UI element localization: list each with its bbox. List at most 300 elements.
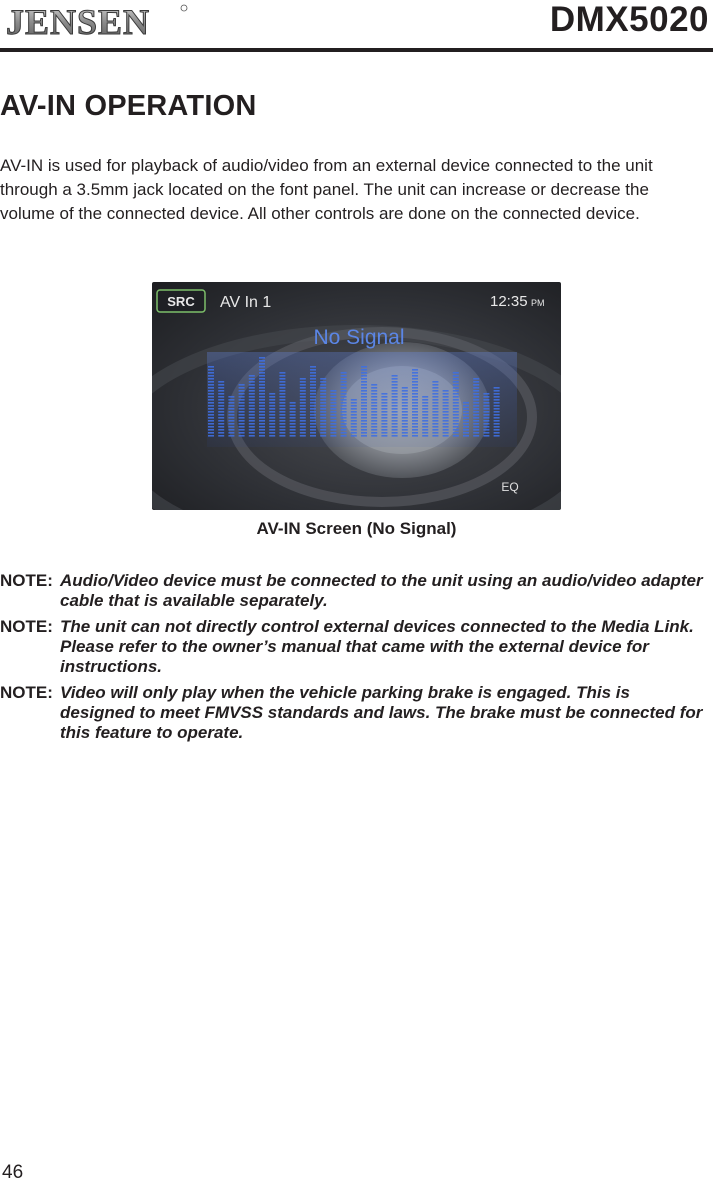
eq-bar-segment (412, 402, 418, 404)
eq-bar-segment (381, 423, 387, 425)
eq-bar-segment (422, 423, 428, 425)
header-rule (0, 48, 713, 52)
eq-bar-segment (494, 420, 500, 422)
eq-bar-segment (402, 390, 408, 392)
eq-bar-segment (239, 393, 245, 395)
eq-bar-segment (432, 390, 438, 392)
eq-bar-segment (422, 417, 428, 419)
eq-bar-segment (218, 393, 224, 395)
eq-bar-segment (371, 435, 377, 437)
source-label: AV In 1 (220, 294, 272, 311)
clock-suffix: PM (531, 298, 545, 308)
eq-bar-segment (494, 411, 500, 413)
eq-bar-segment (453, 399, 459, 401)
eq-bar-segment (239, 435, 245, 437)
eq-bar-segment (310, 414, 316, 416)
eq-bar-segment (412, 435, 418, 437)
eq-bar-segment (218, 402, 224, 404)
eq-bar-segment (208, 408, 214, 410)
eq-bar-segment (463, 405, 469, 407)
eq-bar-segment (473, 420, 479, 422)
eq-bar-segment (300, 423, 306, 425)
eq-bar-segment (402, 432, 408, 434)
eq-bar-segment (483, 405, 489, 407)
eq-bar-segment (371, 420, 377, 422)
eq-bar-segment (453, 387, 459, 389)
eq-bar-segment (402, 393, 408, 395)
eq-bar-segment (300, 426, 306, 428)
eq-bar-segment (300, 405, 306, 407)
eq-bar-segment (443, 411, 449, 413)
eq-bar-segment (371, 402, 377, 404)
eq-bar-segment (432, 393, 438, 395)
eq-bar-segment (432, 414, 438, 416)
eq-bar-segment (351, 423, 357, 425)
eq-bar-segment (320, 399, 326, 401)
eq-bar-segment (208, 414, 214, 416)
eq-bar-segment (259, 432, 265, 434)
eq-bar-segment (218, 432, 224, 434)
eq-bar-segment (320, 429, 326, 431)
eq-bar-segment (381, 408, 387, 410)
eq-bar-segment (218, 390, 224, 392)
eq-bar-segment (228, 417, 234, 419)
eq-bar-segment (412, 396, 418, 398)
eq-bar-segment (259, 360, 265, 362)
eq-bar-segment (453, 390, 459, 392)
eq-bar-segment (249, 411, 255, 413)
eq-bar-segment (361, 366, 367, 368)
eq-bar-segment (249, 432, 255, 434)
note-text: The unit can not directly control external devices connected to the Media Link. Please refer to the owner’s manual that came with the external device for instructions. (60, 617, 694, 676)
eq-bar-segment (392, 432, 398, 434)
eq-bar-segment (259, 414, 265, 416)
eq-bar-segment (208, 435, 214, 437)
eq-bar-segment (208, 366, 214, 368)
eq-bar-segment (412, 414, 418, 416)
eq-bar-segment (453, 435, 459, 437)
eq-bar-segment (320, 420, 326, 422)
eq-bar-segment (228, 420, 234, 422)
eq-bar-segment (392, 414, 398, 416)
eq-bar-segment (310, 393, 316, 395)
eq-bar-segment (259, 423, 265, 425)
eq-bar-segment (443, 429, 449, 431)
eq-bar-segment (310, 408, 316, 410)
eq-bar-segment (432, 411, 438, 413)
eq-bar-segment (320, 393, 326, 395)
note-label: NOTE: (0, 617, 53, 636)
eq-bar-segment (483, 420, 489, 422)
eq-bar-segment (249, 378, 255, 380)
eq-bar-segment (320, 396, 326, 398)
eq-bar-segment (320, 384, 326, 386)
eq-bar-segment (279, 408, 285, 410)
eq-bar-segment (494, 432, 500, 434)
eq-bar-segment (228, 402, 234, 404)
eq-bar-segment (361, 381, 367, 383)
eq-bar-segment (279, 435, 285, 437)
eq-bar-segment (473, 378, 479, 380)
eq-bar-segment (473, 408, 479, 410)
eq-bar-segment (473, 390, 479, 392)
eq-bar-segment (402, 429, 408, 431)
note-item (0, 617, 705, 677)
eq-bar-segment (218, 408, 224, 410)
brand-name: JENSEN (6, 2, 151, 40)
eq-bar-segment (392, 408, 398, 410)
eq-bar-segment (483, 399, 489, 401)
eq-bar-segment (351, 435, 357, 437)
eq-bar-segment (473, 417, 479, 419)
eq-bar-segment (494, 414, 500, 416)
eq-bar-segment (300, 399, 306, 401)
page-header (0, 0, 713, 52)
eq-bar-segment (361, 420, 367, 422)
eq-bar-segment (228, 396, 234, 398)
eq-bar-segment (249, 381, 255, 383)
eq-bar-segment (371, 426, 377, 428)
eq-bar-segment (269, 402, 275, 404)
eq-bar-segment (208, 378, 214, 380)
eq-bar-segment (218, 435, 224, 437)
eq-bar-segment (249, 408, 255, 410)
eq-bar-segment (422, 411, 428, 413)
eq-bar-segment (473, 396, 479, 398)
eq-bar-segment (310, 369, 316, 371)
eq-bar-segment (300, 402, 306, 404)
eq-bar-segment (463, 411, 469, 413)
eq-bar-segment (320, 414, 326, 416)
eq-bar-segment (330, 435, 336, 437)
eq-bar-segment (412, 426, 418, 428)
eq-bar-segment (483, 426, 489, 428)
eq-bar-segment (239, 417, 245, 419)
eq-bar-segment (310, 429, 316, 431)
eq-bar-segment (422, 399, 428, 401)
eq-bar-segment (412, 372, 418, 374)
eq-bar-segment (361, 432, 367, 434)
eq-bar-segment (239, 420, 245, 422)
eq-bar-segment (392, 435, 398, 437)
eq-bar-segment (361, 417, 367, 419)
eq-bar-segment (320, 390, 326, 392)
eq-bar-segment (371, 432, 377, 434)
eq-bar-segment (310, 399, 316, 401)
eq-bar-segment (422, 432, 428, 434)
eq-bar-segment (453, 417, 459, 419)
eq-bar-segment (463, 417, 469, 419)
eq-bar-segment (310, 405, 316, 407)
eq-bar-segment (218, 426, 224, 428)
eq-bar-segment (392, 393, 398, 395)
eq-bar-segment (330, 399, 336, 401)
note-text: Audio/Video device must be connected to the unit using an audio/video adapter cable that is available separately. (60, 571, 703, 610)
eq-bar-segment (443, 396, 449, 398)
eq-bar-segment (208, 420, 214, 422)
eq-bar-segment (351, 426, 357, 428)
intro-paragraph: AV-IN is used for playback of audio/video from an external device connected to the unit through a 3.5mm jack located on the font panel. The unit can increase or decrease the volume of the connected device. All other controls are done on the connected device. (0, 156, 653, 223)
eq-bar-segment (422, 408, 428, 410)
eq-bar-segment (320, 411, 326, 413)
eq-bar-segment (341, 405, 347, 407)
eq-bar-segment (310, 366, 316, 368)
eq-bar-segment (310, 420, 316, 422)
eq-bar-segment (473, 423, 479, 425)
eq-bar-segment (279, 423, 285, 425)
eq-bar-segment (341, 396, 347, 398)
eq-bar-segment (402, 435, 408, 437)
eq-bar-segment (259, 369, 265, 371)
eq-bar-segment (279, 372, 285, 374)
eq-bar-segment (208, 375, 214, 377)
eq-bar-segment (290, 420, 296, 422)
eq-bar-segment (330, 390, 336, 392)
eq-bar-segment (361, 408, 367, 410)
eq-bar-segment (300, 435, 306, 437)
eq-bar-segment (259, 396, 265, 398)
eq-bar-segment (279, 414, 285, 416)
eq-bar-segment (361, 423, 367, 425)
eq-bar-segment (351, 405, 357, 407)
eq-bar-segment (494, 429, 500, 431)
eq-bar-segment (392, 402, 398, 404)
eq-bar-segment (239, 432, 245, 434)
eq-bar-segment (239, 429, 245, 431)
eq-bar-segment (259, 387, 265, 389)
eq-bar-segment (310, 372, 316, 374)
eq-bar-segment (412, 369, 418, 371)
eq-bar-segment (443, 390, 449, 392)
eq-bar-segment (381, 405, 387, 407)
eq-bar-segment (239, 402, 245, 404)
eq-bar-segment (371, 384, 377, 386)
eq-bar-segment (392, 384, 398, 386)
eq-bar-segment (361, 372, 367, 374)
model-name: DMX5020 (549, 0, 709, 39)
eq-bar-segment (320, 387, 326, 389)
eq-bar-segment (249, 384, 255, 386)
eq-bar-segment (259, 366, 265, 368)
eq-bar-segment (341, 384, 347, 386)
eq-bar-segment (300, 411, 306, 413)
eq-bar-segment (259, 381, 265, 383)
eq-bar-segment (279, 375, 285, 377)
eq-bar-segment (239, 384, 245, 386)
eq-bar-segment (310, 381, 316, 383)
eq-bar-segment (300, 390, 306, 392)
eq-bar-segment (453, 408, 459, 410)
eq-bar-segment (269, 423, 275, 425)
eq-bar-segment (432, 384, 438, 386)
eq-bar-segment (432, 423, 438, 425)
note-text: Video will only play when the vehicle parking brake is engaged. This is designed to meet FMVSS standards and laws. The brake must be connected for this feature to operate. (60, 683, 703, 742)
eq-bar-segment (320, 381, 326, 383)
eq-bar-segment (371, 417, 377, 419)
eq-bar-segment (443, 414, 449, 416)
eq-bar-segment (259, 399, 265, 401)
eq-bar-segment (361, 435, 367, 437)
eq-bar-segment (310, 432, 316, 434)
eq-bar-segment (453, 405, 459, 407)
eq-bar-segment (330, 414, 336, 416)
eq-bar-segment (392, 378, 398, 380)
eq-bar-segment (351, 420, 357, 422)
eq-bar-segment (228, 399, 234, 401)
eq-button[interactable]: EQ (501, 480, 519, 494)
eq-bar-segment (290, 423, 296, 425)
eq-bar-segment (494, 399, 500, 401)
eq-bar-segment (249, 399, 255, 401)
eq-bar-segment (473, 384, 479, 386)
eq-bar-segment (228, 432, 234, 434)
eq-bar-segment (463, 423, 469, 425)
eq-bar-segment (290, 402, 296, 404)
eq-bar-segment (279, 396, 285, 398)
eq-bar-segment (310, 384, 316, 386)
eq-bar-segment (279, 402, 285, 404)
eq-bar-segment (432, 396, 438, 398)
eq-bar-segment (279, 432, 285, 434)
eq-bar-segment (412, 387, 418, 389)
eq-bar-segment (392, 387, 398, 389)
eq-bar-segment (443, 423, 449, 425)
eq-bar-segment (310, 435, 316, 437)
eq-bar-segment (422, 435, 428, 437)
eq-bar-segment (412, 423, 418, 425)
eq-bar-segment (279, 405, 285, 407)
eq-bar-segment (341, 423, 347, 425)
eq-bar-segment (392, 381, 398, 383)
eq-bar-segment (330, 393, 336, 395)
eq-bar-segment (361, 426, 367, 428)
eq-bar-segment (463, 432, 469, 434)
eq-bar-segment (463, 420, 469, 422)
eq-bar-segment (371, 399, 377, 401)
eq-bar-segment (443, 417, 449, 419)
eq-bar-segment (412, 405, 418, 407)
eq-bar-segment (341, 375, 347, 377)
eq-bar-segment (310, 396, 316, 398)
eq-bar-segment (259, 375, 265, 377)
src-button[interactable]: SRC (167, 294, 195, 309)
eq-bar-segment (310, 426, 316, 428)
eq-bar-segment (432, 399, 438, 401)
eq-bar-segment (483, 423, 489, 425)
eq-bar-segment (453, 414, 459, 416)
eq-bar-segment (381, 426, 387, 428)
eq-bar-segment (422, 414, 428, 416)
eq-bar-segment (208, 393, 214, 395)
eq-bar-segment (269, 393, 275, 395)
eq-bar-segment (249, 393, 255, 395)
eq-bar-segment (443, 408, 449, 410)
eq-bar-segment (259, 372, 265, 374)
eq-bar-segment (290, 435, 296, 437)
eq-bar-segment (371, 396, 377, 398)
eq-bar-segment (310, 417, 316, 419)
eq-bar-segment (239, 399, 245, 401)
eq-bar-segment (218, 387, 224, 389)
eq-bar-segment (473, 402, 479, 404)
eq-bar-segment (259, 393, 265, 395)
eq-bar-segment (453, 426, 459, 428)
eq-bar-segment (381, 396, 387, 398)
eq-bar-segment (361, 402, 367, 404)
eq-bar-segment (330, 396, 336, 398)
eq-bar-segment (412, 432, 418, 434)
eq-bar-segment (259, 417, 265, 419)
eq-bar-segment (320, 423, 326, 425)
eq-bar-segment (259, 435, 265, 437)
eq-bar-segment (218, 399, 224, 401)
eq-bar-segment (300, 420, 306, 422)
eq-bar-segment (279, 387, 285, 389)
eq-bar-segment (208, 396, 214, 398)
eq-bar-segment (483, 396, 489, 398)
eq-bar-segment (381, 399, 387, 401)
eq-bar-segment (432, 429, 438, 431)
eq-bar-segment (259, 402, 265, 404)
eq-bar-segment (320, 402, 326, 404)
eq-bar-segment (249, 429, 255, 431)
eq-bar-segment (483, 411, 489, 413)
eq-bar-segment (381, 429, 387, 431)
eq-bar-segment (473, 399, 479, 401)
eq-bar-segment (249, 402, 255, 404)
eq-bar-segment (249, 375, 255, 377)
eq-bar-segment (330, 420, 336, 422)
eq-bar-segment (473, 432, 479, 434)
eq-bar-segment (330, 408, 336, 410)
eq-bar-segment (361, 369, 367, 371)
eq-bar-segment (422, 420, 428, 422)
eq-bar-segment (269, 396, 275, 398)
eq-bar-segment (228, 414, 234, 416)
eq-bar-segment (239, 426, 245, 428)
eq-bar-segment (279, 393, 285, 395)
eq-bar-segment (392, 411, 398, 413)
eq-bar-segment (259, 411, 265, 413)
eq-bar-segment (310, 378, 316, 380)
eq-bar-segment (228, 405, 234, 407)
eq-bar-segment (208, 432, 214, 434)
eq-bar-segment (494, 435, 500, 437)
eq-bar-segment (453, 402, 459, 404)
eq-bar-segment (249, 423, 255, 425)
eq-bar-segment (218, 405, 224, 407)
eq-bar-segment (239, 387, 245, 389)
eq-bar-segment (494, 405, 500, 407)
eq-bar-segment (300, 414, 306, 416)
eq-bar-segment (432, 402, 438, 404)
eq-bar-segment (361, 399, 367, 401)
eq-bar-segment (392, 423, 398, 425)
eq-bar-segment (402, 420, 408, 422)
eq-bar-segment (351, 432, 357, 434)
eq-bar-segment (422, 396, 428, 398)
eq-bar-segment (361, 390, 367, 392)
eq-bar-segment (341, 414, 347, 416)
eq-bar-segment (208, 405, 214, 407)
eq-bar-segment (432, 432, 438, 434)
eq-bar-segment (341, 411, 347, 413)
eq-bar-segment (279, 399, 285, 401)
eq-bar-segment (412, 393, 418, 395)
eq-bar-segment (249, 414, 255, 416)
eq-bar-segment (341, 387, 347, 389)
eq-bar-segment (392, 417, 398, 419)
